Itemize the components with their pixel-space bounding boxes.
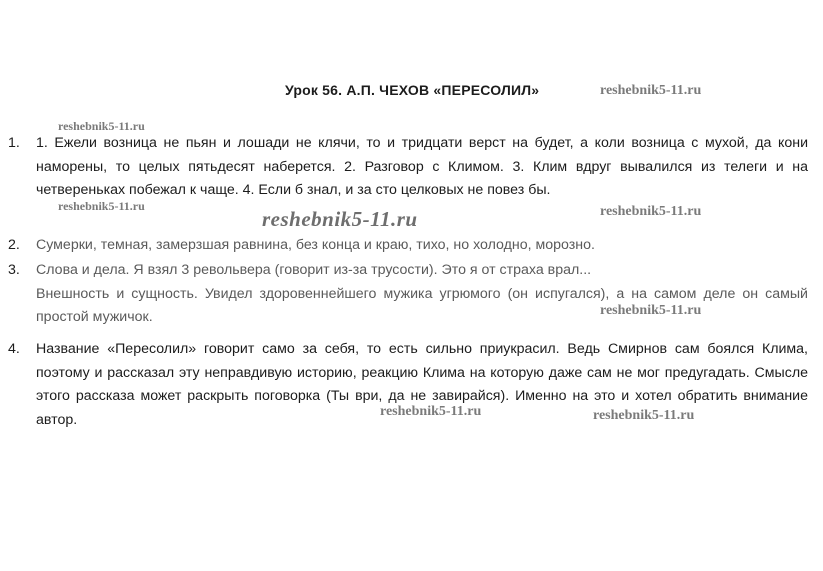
item-text: 1. Ежели возница не пьян и лошади не клячи, то и тридцати верст на будет, а коли возница с мухой, да кони наморены, то целых пятьдесят наберется. 2. Разговор с Климом. 3. Клим вдруг вывалился из телеги и на четвереньках побежал к чаще. 4. Если б знал, и за сто целковых не повез бы. <box>36 135 808 198</box>
watermark: reshebnik5-11.ru <box>262 207 418 231</box>
watermark: reshebnik5-11.ru <box>380 404 482 419</box>
item-number: 1. <box>8 135 20 151</box>
item-text: Сумерки, темная, замерзшая равнина, без конца и краю, тихо, но холодно, морозно. <box>36 237 595 253</box>
watermark: reshebnik5-11.ru <box>593 408 695 423</box>
item-number: 4. <box>8 341 20 357</box>
watermark: reshebnik5-11.ru <box>600 303 702 318</box>
watermark: reshebnik5-11.ru <box>58 199 145 213</box>
item-number: 3. <box>8 262 20 278</box>
item-text: Слова и дела. Я взял 3 револьвера (говорит из-за трусости). Это я от страха врал... <box>36 262 592 278</box>
list-item <box>8 338 808 432</box>
item-number: 2. <box>8 237 20 253</box>
watermark: reshebnik5-11.ru <box>600 204 702 219</box>
item-text: Название «Пересолил» говорит само за себя, то есть сильно приукрасил. Ведь Смирнов сам боялся Клима, поэтому и рассказал эту неправдивую историю, реакцию Клима на которую даже сам не мог предугадать. Смысле этого рассказа может раскрыть поговорка (Ты ври, да не завирайся). Именно на это и хотел обратить внимание автор. <box>36 341 808 428</box>
watermark: reshebnik5-11.ru <box>58 119 145 133</box>
list-item <box>8 234 808 258</box>
list-item <box>8 259 808 330</box>
item-text-continued: Внешность и сущность. Увидел здоровеннейшего мужика угрюмого (он испугался), а на самом деле он самый простой мужичок. <box>36 285 808 325</box>
watermark: reshebnik5-11.ru <box>600 83 702 98</box>
page-title: Урок 56. А.П. ЧЕХОВ «ПЕРЕСОЛИЛ» <box>285 82 540 98</box>
list-item <box>8 132 808 203</box>
